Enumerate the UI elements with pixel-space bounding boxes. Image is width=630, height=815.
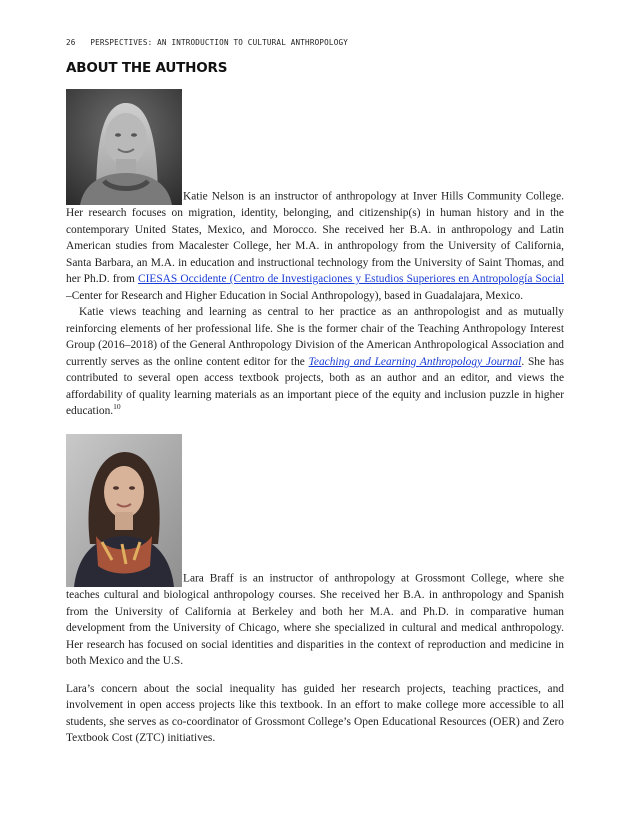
author-2-paragraph-1: Lara Braff is an instructor of anthropology at Grossmont College, where she teaches cultural and biological anthropology courses. She received her B.A. in anthropology and Spanish from the University of California at Berkeley and both her M.A. and Ph.D. in comparative human development from the University of Chicago, where she specialized in cultural and medical anthropology. Her research has focused on social identities and disparities in the context of reproduction and medicine in both Mexico and the U.S. [66,434,564,670]
footnote-ref[interactable]: 10 [113,402,121,412]
running-header [66,38,348,47]
author-1-paragraph-2: Katie views teaching and learning as central to her practice as an anthropologist and as mutually reinforcing elements of her professional life. She is the former chair of the Teaching Anthropology Interest Group (2016–2018) of the General Anthropology Division of the American Anthropological Association and currently serves as the online content editor for the Teaching and Learning Anthropology Journal. She has contributed to several open access textbook projects, both as an author and an editor, and views the affordability of quality learning materials as an important piece of the equity and inclusion puzzle in higher education.$^{10}$ [66,306,564,417]
author-2-paragraph-2: Lara’s concern about the social inequality has guided her research projects, teaching practices, and involvement in open access projects like this textbook. In an effort to make college more accessible to all students, she serves as co-coordinator of Grossmont College’s Open Educational Resources (OER) and Zero Textbook Cost (ZTC) initiatives. [66,682,564,744]
section-title: ABOUT THE AUTHORS [66,60,228,76]
author-1-photo [66,89,182,205]
ciesas-link[interactable]: CIESAS Occidente (Centro de Investigaciones y Estudios Superiores en Antropología Social [138,273,564,285]
running-title: PERSPECTIVES: AN INTRODUCTION TO CULTURAL ANTHROPOLOGY [90,38,349,47]
author-1-bio [66,89,564,420]
journal-link[interactable]: Teaching and Learning Anthropology Journal [308,355,522,368]
author-2-photo [66,434,182,587]
author-2-bio [66,434,564,747]
author-1-paragraph-1: Katie Nelson is an instructor of anthropology at Inver Hills Community College. Her research focuses on migration, identity, belonging, and citizenship(s) in human history and in the contemporary United States, Mexico, and Morocco. She received her B.A. in anthropology and Latin American studies from Macalester College, her M.A. in anthropology from the University of California, Santa Barbara, an M.A. in education and instructional technology from the University of Saint Thomas, and her Ph.D. from CIESAS Occidente (Centro de Investigaciones y Estudios Superiores en Antropología Social –Center for Research and Higher Education in Social Anthropology), based in Guadalajara, Mexico. [66,89,564,304]
page-number: 26 [66,38,76,47]
